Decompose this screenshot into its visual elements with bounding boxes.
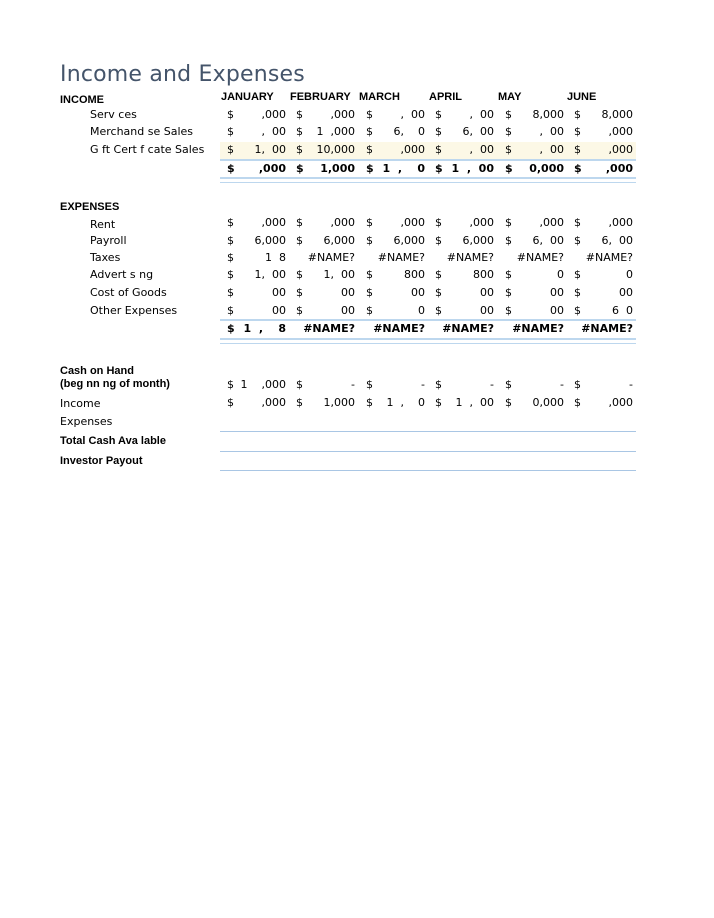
cash-on-hand-row bbox=[220, 378, 636, 394]
value-cell bbox=[567, 396, 636, 412]
currency-symbol: $ bbox=[505, 268, 512, 281]
cell-value: #NAME? bbox=[512, 322, 564, 335]
value-cell bbox=[289, 396, 358, 412]
currency-symbol: $ bbox=[574, 143, 581, 156]
currency-symbol: $ bbox=[366, 216, 373, 229]
currency-symbol: $ bbox=[296, 125, 303, 138]
cell-value: 8,000 bbox=[532, 108, 564, 121]
currency-symbol: $ bbox=[574, 304, 581, 317]
cell-value: , 00 bbox=[539, 125, 564, 138]
value-cell bbox=[498, 108, 567, 124]
currency-symbol: $ bbox=[296, 143, 303, 156]
cash-on-hand-sublabel: (beg nn ng of month) bbox=[60, 378, 170, 390]
cell-value: , 00 bbox=[539, 143, 564, 156]
currency-symbol: $ bbox=[505, 108, 512, 121]
value-cell bbox=[289, 162, 358, 178]
row-label: Rent bbox=[90, 218, 116, 231]
expense-row bbox=[220, 251, 636, 267]
value-cell bbox=[567, 162, 636, 178]
cell-value: #NAME? bbox=[585, 251, 633, 264]
value-cell bbox=[498, 322, 567, 338]
month-header: FEBRUARY bbox=[290, 91, 351, 103]
currency-symbol: $ bbox=[366, 304, 373, 317]
cell-value: , 00 bbox=[469, 143, 494, 156]
currency-symbol: $ bbox=[505, 125, 512, 138]
value-cell bbox=[498, 378, 567, 394]
expenses-total-row bbox=[220, 322, 636, 338]
cell-value: ,000 bbox=[258, 162, 286, 175]
row-label: Payroll bbox=[90, 234, 127, 247]
cell-value: ,000 bbox=[400, 216, 425, 229]
month-header: JANUARY bbox=[221, 91, 274, 103]
currency-symbol: $ bbox=[505, 286, 512, 299]
row-label: Cost of Goods bbox=[90, 286, 167, 299]
cell-value: , 00 bbox=[261, 125, 286, 138]
cell-value: 0 bbox=[557, 268, 564, 281]
cell-value: 6 0 bbox=[612, 304, 633, 317]
value-cell bbox=[428, 378, 497, 394]
cell-value: #NAME? bbox=[446, 251, 494, 264]
value-cell bbox=[289, 108, 358, 124]
expense-row bbox=[220, 216, 636, 232]
value-cell bbox=[498, 396, 567, 412]
value-cell bbox=[359, 234, 428, 250]
cell-value: 1,000 bbox=[320, 162, 355, 175]
currency-symbol: $ bbox=[366, 286, 373, 299]
currency-symbol: $ bbox=[366, 378, 373, 391]
value-cell bbox=[359, 108, 428, 124]
value-cell bbox=[289, 125, 358, 141]
value-cell bbox=[567, 108, 636, 124]
cell-value: #NAME? bbox=[373, 322, 425, 335]
cell-value: ,000 bbox=[261, 396, 286, 409]
value-cell bbox=[220, 251, 289, 267]
income-row bbox=[220, 125, 636, 141]
value-cell bbox=[220, 378, 289, 394]
value-cell bbox=[498, 162, 567, 178]
value-cell bbox=[567, 234, 636, 250]
value-cell bbox=[567, 322, 636, 338]
currency-symbol: $ bbox=[227, 143, 234, 156]
cell-value: 00 bbox=[550, 286, 564, 299]
cell-value: - bbox=[560, 378, 564, 391]
value-cell bbox=[428, 216, 497, 232]
cell-value: #NAME? bbox=[377, 251, 425, 264]
value-cell bbox=[428, 268, 497, 284]
value-cell bbox=[428, 108, 497, 124]
cell-value: 1, 00 bbox=[254, 143, 286, 156]
value-cell bbox=[567, 216, 636, 232]
cell-value: 1,000 bbox=[323, 396, 355, 409]
value-cell bbox=[428, 125, 497, 141]
currency-symbol: $ bbox=[505, 304, 512, 317]
cell-value: #NAME? bbox=[516, 251, 564, 264]
currency-symbol: $ bbox=[574, 378, 581, 391]
currency-symbol: $ bbox=[505, 396, 512, 409]
value-cell bbox=[428, 143, 497, 159]
cell-value: 0,000 bbox=[529, 162, 564, 175]
expense-row bbox=[220, 268, 636, 284]
cell-value: #NAME? bbox=[442, 322, 494, 335]
value-cell bbox=[359, 378, 428, 394]
investor-payout-label: Investor Payout bbox=[60, 455, 143, 467]
value-cell bbox=[220, 268, 289, 284]
row-border bbox=[220, 451, 636, 452]
currency-symbol: $ bbox=[296, 108, 303, 121]
row-label: Serv ces bbox=[90, 108, 137, 121]
cell-value: ,000 bbox=[608, 143, 633, 156]
cell-value: 6,000 bbox=[254, 234, 286, 247]
cell-value: , 00 bbox=[469, 108, 494, 121]
currency-symbol: $ bbox=[435, 286, 442, 299]
currency-symbol: $ bbox=[227, 286, 234, 299]
cell-value: 1 , 0 bbox=[382, 162, 425, 175]
expense-row bbox=[220, 286, 636, 302]
value-cell bbox=[220, 216, 289, 232]
cell-value: 00 bbox=[480, 304, 494, 317]
currency-symbol: $ bbox=[227, 251, 234, 264]
value-cell bbox=[428, 396, 497, 412]
currency-symbol: $ bbox=[574, 216, 581, 229]
value-cell bbox=[289, 322, 358, 338]
cell-value: 0 bbox=[626, 268, 633, 281]
value-cell bbox=[359, 286, 428, 302]
cell-value: ,000 bbox=[261, 216, 286, 229]
cell-value: 00 bbox=[341, 286, 355, 299]
currency-symbol: $ bbox=[296, 378, 303, 391]
month-header: MARCH bbox=[359, 91, 400, 103]
cell-value: ,000 bbox=[539, 216, 564, 229]
cell-value: 6, 00 bbox=[532, 234, 564, 247]
value-cell bbox=[289, 234, 358, 250]
total-bottom-border bbox=[220, 177, 636, 183]
currency-symbol: $ bbox=[296, 162, 304, 175]
currency-symbol: $ bbox=[574, 162, 582, 175]
value-cell bbox=[428, 304, 497, 320]
value-cell bbox=[359, 216, 428, 232]
value-cell bbox=[498, 125, 567, 141]
currency-symbol: $ bbox=[227, 125, 234, 138]
value-cell bbox=[498, 143, 567, 159]
currency-symbol: $ bbox=[227, 396, 234, 409]
value-cell bbox=[567, 304, 636, 320]
row-label: G ft Cert f cate Sales bbox=[90, 143, 205, 156]
value-cell bbox=[359, 143, 428, 159]
cell-value: ,000 bbox=[400, 143, 425, 156]
value-cell bbox=[359, 251, 428, 267]
value-cell bbox=[359, 162, 428, 178]
value-cell bbox=[567, 286, 636, 302]
currency-symbol: $ bbox=[366, 162, 374, 175]
cell-value: - bbox=[490, 378, 494, 391]
currency-symbol: $ bbox=[227, 378, 234, 391]
expense-row bbox=[220, 234, 636, 250]
value-cell bbox=[428, 162, 497, 178]
cell-value: 800 bbox=[473, 268, 494, 281]
value-cell bbox=[359, 304, 428, 320]
cell-value: 6, 0 bbox=[393, 125, 425, 138]
row-label: Advert s ng bbox=[90, 268, 154, 281]
cell-value: ,000 bbox=[608, 125, 633, 138]
row-label: Taxes bbox=[90, 251, 121, 264]
currency-symbol: $ bbox=[366, 143, 373, 156]
value-cell bbox=[289, 143, 358, 159]
cell-value: 1 ,000 bbox=[240, 378, 286, 391]
row-label: Other Expenses bbox=[90, 304, 178, 317]
cell-value: #NAME? bbox=[303, 322, 355, 335]
cell-value: 6,000 bbox=[393, 234, 425, 247]
currency-symbol: $ bbox=[435, 234, 442, 247]
total-top-border bbox=[220, 159, 636, 161]
cell-value: ,000 bbox=[469, 216, 494, 229]
value-cell bbox=[359, 322, 428, 338]
value-cell bbox=[428, 322, 497, 338]
value-cell bbox=[220, 125, 289, 141]
currency-symbol: $ bbox=[227, 304, 234, 317]
cell-value: #NAME? bbox=[581, 322, 633, 335]
currency-symbol: $ bbox=[574, 268, 581, 281]
value-cell bbox=[289, 304, 358, 320]
currency-symbol: $ bbox=[505, 162, 513, 175]
currency-symbol: $ bbox=[227, 268, 234, 281]
cell-value: - bbox=[351, 378, 355, 391]
income-summary-row bbox=[220, 396, 636, 412]
value-cell bbox=[289, 251, 358, 267]
value-cell bbox=[220, 234, 289, 250]
currency-symbol: $ bbox=[366, 125, 373, 138]
currency-symbol: $ bbox=[435, 125, 442, 138]
income-row bbox=[220, 143, 636, 159]
value-cell bbox=[359, 125, 428, 141]
currency-symbol: $ bbox=[574, 125, 581, 138]
currency-symbol: $ bbox=[227, 234, 234, 247]
cell-value: 00 bbox=[341, 304, 355, 317]
currency-symbol: $ bbox=[505, 378, 512, 391]
currency-symbol: $ bbox=[574, 396, 581, 409]
currency-symbol: $ bbox=[296, 216, 303, 229]
cell-value: 1 8 bbox=[265, 251, 286, 264]
row-border bbox=[220, 431, 636, 432]
value-cell bbox=[498, 216, 567, 232]
currency-symbol: $ bbox=[435, 268, 442, 281]
value-cell bbox=[220, 143, 289, 159]
cell-value: 00 bbox=[550, 304, 564, 317]
value-cell bbox=[220, 322, 289, 338]
value-cell bbox=[289, 268, 358, 284]
currency-symbol: $ bbox=[296, 234, 303, 247]
currency-symbol: $ bbox=[435, 108, 442, 121]
row-border bbox=[220, 470, 636, 471]
income-summary-label: Income bbox=[60, 397, 101, 410]
value-cell bbox=[289, 378, 358, 394]
value-cell bbox=[428, 234, 497, 250]
total-cash-available-label: Total Cash Ava lable bbox=[60, 435, 166, 447]
month-header: JUNE bbox=[567, 91, 597, 103]
currency-symbol: $ bbox=[505, 216, 512, 229]
cell-value: 0,000 bbox=[532, 396, 564, 409]
cell-value: 1 , 0 bbox=[386, 396, 425, 409]
value-cell bbox=[289, 216, 358, 232]
cell-value: 00 bbox=[480, 286, 494, 299]
currency-symbol: $ bbox=[296, 396, 303, 409]
total-top-border bbox=[220, 319, 636, 321]
value-cell bbox=[567, 251, 636, 267]
cell-value: 800 bbox=[404, 268, 425, 281]
income-heading: INCOME bbox=[60, 94, 104, 106]
month-header: APRIL bbox=[429, 91, 462, 103]
currency-symbol: $ bbox=[435, 162, 443, 175]
cell-value: 6, 00 bbox=[462, 125, 494, 138]
cell-value: 10,000 bbox=[316, 143, 355, 156]
value-cell bbox=[428, 251, 497, 267]
currency-symbol: $ bbox=[227, 162, 235, 175]
currency-symbol: $ bbox=[227, 216, 234, 229]
value-cell bbox=[220, 396, 289, 412]
cell-value: 6,000 bbox=[462, 234, 494, 247]
value-cell bbox=[567, 268, 636, 284]
value-cell bbox=[498, 268, 567, 284]
currency-symbol: $ bbox=[296, 304, 303, 317]
cell-value: 0 bbox=[418, 304, 425, 317]
income-total-row bbox=[220, 162, 636, 178]
cell-value: 00 bbox=[411, 286, 425, 299]
value-cell bbox=[567, 125, 636, 141]
currency-symbol: $ bbox=[435, 216, 442, 229]
currency-symbol: $ bbox=[574, 234, 581, 247]
page-title: Income and Expenses bbox=[60, 62, 305, 87]
value-cell bbox=[567, 378, 636, 394]
value-cell bbox=[428, 286, 497, 302]
currency-symbol: $ bbox=[505, 143, 512, 156]
cell-value: ,000 bbox=[330, 108, 355, 121]
currency-symbol: $ bbox=[366, 396, 373, 409]
currency-symbol: $ bbox=[366, 108, 373, 121]
cell-value: 00 bbox=[619, 286, 633, 299]
expenses-summary-label: Expenses bbox=[60, 415, 113, 428]
cash-on-hand-label: Cash on Hand bbox=[60, 365, 134, 377]
row-label: Merchand se Sales bbox=[90, 125, 194, 138]
currency-symbol: $ bbox=[296, 268, 303, 281]
currency-symbol: $ bbox=[227, 322, 235, 335]
cell-value: 6, 00 bbox=[601, 234, 633, 247]
value-cell bbox=[359, 268, 428, 284]
cell-value: 1 , 8 bbox=[243, 322, 286, 335]
cell-value: 1, 00 bbox=[254, 268, 286, 281]
currency-symbol: $ bbox=[296, 286, 303, 299]
value-cell bbox=[220, 286, 289, 302]
cell-value: ,000 bbox=[330, 216, 355, 229]
currency-symbol: $ bbox=[435, 143, 442, 156]
currency-symbol: $ bbox=[366, 234, 373, 247]
currency-symbol: $ bbox=[574, 108, 581, 121]
value-cell bbox=[289, 286, 358, 302]
cell-value: - bbox=[421, 378, 425, 391]
value-cell bbox=[567, 143, 636, 159]
cell-value: #NAME? bbox=[307, 251, 355, 264]
cell-value: ,000 bbox=[261, 108, 286, 121]
currency-symbol: $ bbox=[435, 378, 442, 391]
value-cell bbox=[498, 234, 567, 250]
cell-value: 00 bbox=[272, 286, 286, 299]
cell-value: 1 ,000 bbox=[316, 125, 355, 138]
expenses-heading: EXPENSES bbox=[60, 201, 120, 213]
currency-symbol: $ bbox=[505, 234, 512, 247]
cell-value: 1, 00 bbox=[323, 268, 355, 281]
cell-value: 8,000 bbox=[601, 108, 633, 121]
income-row bbox=[220, 108, 636, 124]
total-bottom-border bbox=[220, 338, 636, 344]
value-cell bbox=[498, 304, 567, 320]
cell-value: ,000 bbox=[608, 216, 633, 229]
currency-symbol: $ bbox=[435, 396, 442, 409]
value-cell bbox=[359, 396, 428, 412]
value-cell bbox=[498, 286, 567, 302]
cell-value: ,000 bbox=[608, 396, 633, 409]
cell-value: - bbox=[629, 378, 633, 391]
value-cell bbox=[220, 304, 289, 320]
value-cell bbox=[220, 162, 289, 178]
cell-value: 00 bbox=[272, 304, 286, 317]
cell-value: ,000 bbox=[605, 162, 633, 175]
value-cell bbox=[220, 108, 289, 124]
cell-value: 1 , 00 bbox=[455, 396, 494, 409]
cell-value: 6,000 bbox=[323, 234, 355, 247]
cell-value: , 00 bbox=[400, 108, 425, 121]
currency-symbol: $ bbox=[574, 286, 581, 299]
currency-symbol: $ bbox=[435, 304, 442, 317]
currency-symbol: $ bbox=[366, 268, 373, 281]
currency-symbol: $ bbox=[227, 108, 234, 121]
month-header: MAY bbox=[498, 91, 522, 103]
expense-row bbox=[220, 304, 636, 320]
cell-value: 1 , 00 bbox=[451, 162, 494, 175]
value-cell bbox=[498, 251, 567, 267]
